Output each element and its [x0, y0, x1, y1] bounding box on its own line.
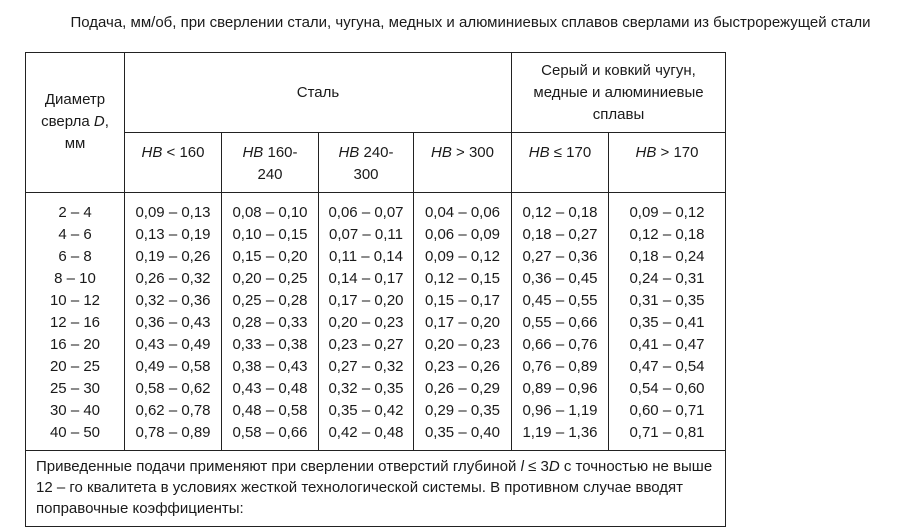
table-cell: 0,36 – 0,45 — [522, 270, 598, 287]
table-cell: 0,06 – 0,07 — [328, 204, 404, 221]
table-cell: 0,27 – 0,36 — [522, 248, 598, 265]
table-cell: 0,31 – 0,35 — [629, 292, 705, 309]
subheader-hb-160-240: HB 160- 240 — [222, 133, 319, 193]
table-cell: 0,26 – 0,32 — [135, 270, 211, 287]
table-cell: 0,12 – 0,18 — [629, 226, 705, 243]
table-note: Приведенные подачи применяют при сверлении отверстий глубиной l ≤ 3D с точностью не выше 12 – го квалитета в условиях жесткой технологической системы. В противном случае вводят поправочные коэффициенты: — [26, 451, 726, 527]
table-cell: 0,49 – 0,58 — [135, 358, 211, 375]
table-cell: 0,35 – 0,41 — [629, 314, 705, 331]
table-cell: 0,29 – 0,35 — [424, 402, 501, 419]
table-cell: 0,71 – 0,81 — [629, 424, 705, 441]
table-cell: 0,23 – 0,26 — [424, 358, 501, 375]
table-cell: 12 – 16 — [49, 314, 101, 331]
table-cell: 0,04 – 0,06 — [424, 204, 501, 221]
table-cell: 0,58 – 0,62 — [135, 380, 211, 397]
table-cell: 0,27 – 0,32 — [328, 358, 404, 375]
table-cell: 0,26 – 0,29 — [424, 380, 501, 397]
table-cell: 0,42 – 0,48 — [328, 424, 404, 441]
table-cell: 0,17 – 0,20 — [424, 314, 501, 331]
table-cell: 10 – 12 — [49, 292, 101, 309]
column-steel-hb-240-300 — [319, 193, 414, 451]
table-cell: 0,12 – 0,18 — [522, 204, 598, 221]
table-cell: 0,35 – 0,40 — [424, 424, 501, 441]
table-cell: 0,43 – 0,48 — [232, 380, 308, 397]
table-cell: 0,62 – 0,78 — [135, 402, 211, 419]
table-cell: 0,18 – 0,24 — [629, 248, 705, 265]
column-steel-hb-gt-300 — [414, 193, 512, 451]
table-cell: 0,09 – 0,13 — [135, 204, 211, 221]
table-cell: 0,47 – 0,54 — [629, 358, 705, 375]
table-cell: 0,11 – 0,14 — [329, 248, 403, 265]
table-cell: 0,36 – 0,43 — [135, 314, 211, 331]
column-cast-hb-le-170 — [512, 193, 609, 451]
table-cell: 0,15 – 0,20 — [232, 248, 308, 265]
table-cell: 0,32 – 0,35 — [328, 380, 404, 397]
table-cell: 0,20 – 0,23 — [328, 314, 404, 331]
table-cell: 0,19 – 0,26 — [135, 248, 211, 265]
table-cell: 0,41 – 0,47 — [629, 336, 705, 353]
table-cell: 0,54 – 0,60 — [629, 380, 705, 397]
table-cell: 6 – 8 — [58, 248, 92, 265]
table-cell: 0,09 – 0,12 — [629, 204, 705, 221]
subheader-hb-le-170: HB ≤ 170 — [512, 133, 609, 193]
column-steel-hb-160-240 — [222, 193, 319, 451]
table-cell: 0,06 – 0,09 — [424, 226, 501, 243]
table-cell: 0,28 – 0,33 — [232, 314, 308, 331]
table-cell: 1,19 – 1,36 — [522, 424, 598, 441]
table-cell: 0,25 – 0,28 — [232, 292, 308, 309]
table-cell: 0,96 – 1,19 — [522, 402, 598, 419]
table-cell: 8 – 10 — [54, 270, 96, 287]
table-cell: 20 – 25 — [49, 358, 101, 375]
table-cell: 0,20 – 0,25 — [232, 270, 308, 287]
table-cell: 0,09 – 0,12 — [424, 248, 501, 265]
table-cell: 0,24 – 0,31 — [629, 270, 705, 287]
table-cell: 0,45 – 0,55 — [522, 292, 598, 309]
table-cell: 0,10 – 0,15 — [232, 226, 308, 243]
header-diameter: Диаметр сверла D, мм — [26, 53, 125, 193]
subheader-hb-gt-170: HB > 170 — [609, 133, 726, 193]
table-cell: 0,13 – 0,19 — [135, 226, 211, 243]
table-cell: 0,55 – 0,66 — [522, 314, 598, 331]
table-cell: 0,78 – 0,89 — [135, 424, 211, 441]
table-cell: 25 – 30 — [49, 380, 101, 397]
table-cell: 0,07 – 0,11 — [329, 226, 403, 243]
table-caption: Подача, мм/об, при сверлении стали, чугуна, медных и алюминиевых сплавов сверлами из быстрорежущей стали — [70, 14, 871, 31]
table-cell: 0,76 – 0,89 — [522, 358, 598, 375]
subheader-hb-240-300: HB 240- 300 — [319, 133, 414, 193]
table-cell: 0,18 – 0,27 — [522, 226, 598, 243]
table-cell: 0,60 – 0,71 — [629, 402, 705, 419]
table-cell: 0,48 – 0,58 — [232, 402, 308, 419]
table-cell: 0,38 – 0,43 — [232, 358, 308, 375]
table-cell: 0,15 – 0,17 — [424, 292, 501, 309]
table-cell: 0,32 – 0,36 — [135, 292, 211, 309]
table-cell: 0,89 – 0,96 — [522, 380, 598, 397]
table-cell: 0,33 – 0,38 — [232, 336, 308, 353]
table-cell: 0,17 – 0,20 — [328, 292, 404, 309]
table-cell: 16 – 20 — [49, 336, 101, 353]
header-cast-iron-alloys: Серый и ковкий чугун, медные и алюминиевые сплавы — [512, 53, 726, 133]
table-cell: 2 – 4 — [58, 204, 92, 221]
column-diameters — [26, 193, 125, 451]
table-cell: 0,08 – 0,10 — [232, 204, 308, 221]
table-cell: 0,23 – 0,27 — [328, 336, 404, 353]
subheader-hb-gt-300: HB > 300 — [414, 133, 512, 193]
table-cell: 0,12 – 0,15 — [424, 270, 501, 287]
feed-rate-table — [25, 52, 726, 527]
column-cast-hb-gt-170 — [609, 193, 726, 451]
table-cell: 0,58 – 0,66 — [232, 424, 308, 441]
table-cell: 0,20 – 0,23 — [424, 336, 501, 353]
table-cell: 40 – 50 — [49, 424, 101, 441]
column-steel-hb-lt-160 — [125, 193, 222, 451]
table-cell: 30 – 40 — [49, 402, 101, 419]
header-steel: Сталь — [125, 53, 512, 133]
table-cell: 0,66 – 0,76 — [522, 336, 598, 353]
subheader-hb-lt-160: HB < 160 — [125, 133, 222, 193]
table-cell: 4 – 6 — [58, 226, 92, 243]
table-cell: 0,35 – 0,42 — [328, 402, 404, 419]
table-cell: 0,43 – 0,49 — [135, 336, 211, 353]
table-cell: 0,14 – 0,17 — [328, 270, 404, 287]
